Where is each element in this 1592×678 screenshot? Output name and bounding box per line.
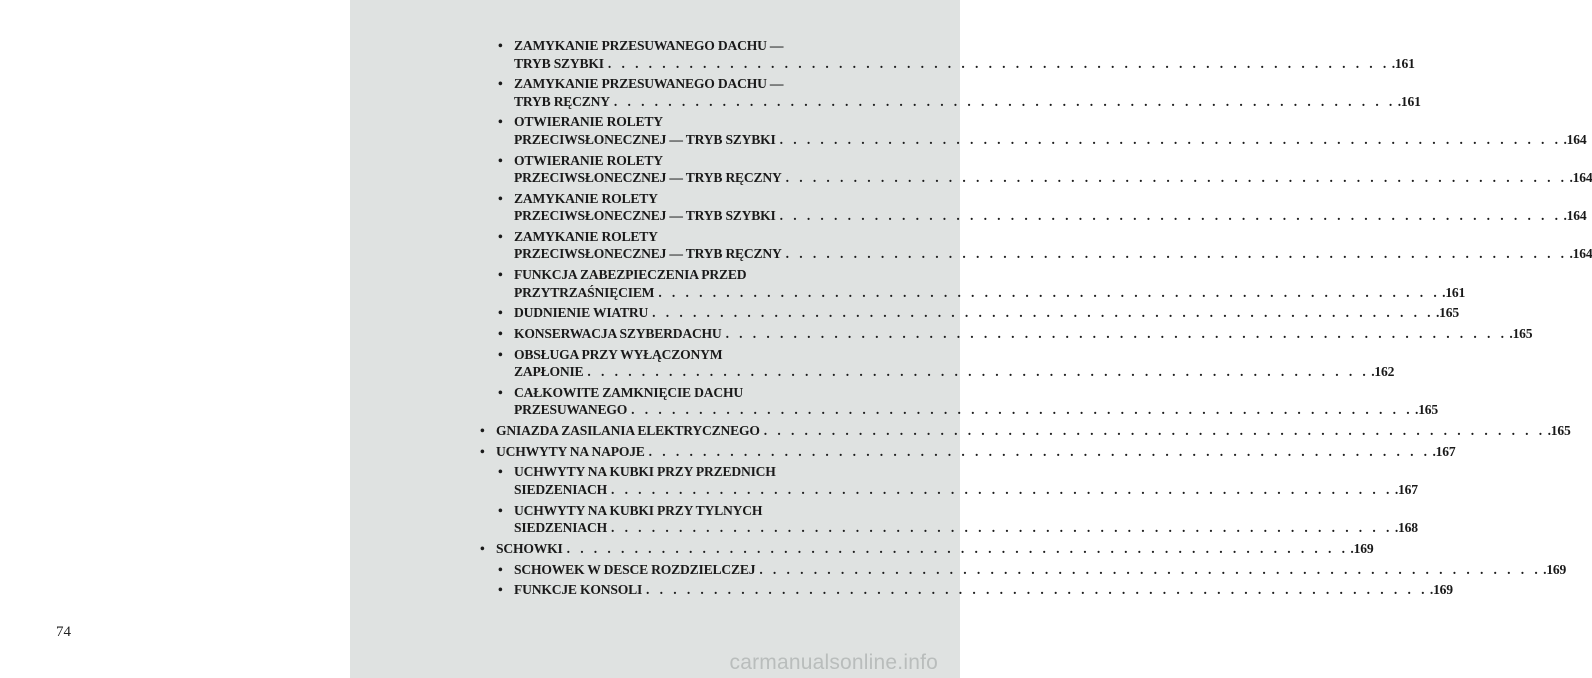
toc-page-number: .161 [1397, 93, 1421, 109]
table-of-contents [480, 37, 1592, 602]
toc-entry-text: UCHWYTY NA KUBKI PRZY TYLNYCH [514, 502, 763, 518]
toc-page-number: .165 [1435, 305, 1459, 321]
dot-leader: . . . . . . . . . . . . . . . . . . . . . . . . . . . . . . . . . . . . . . . . . . . . . . . . . . . . . . . . . . [610, 520, 1393, 536]
toc-entry-text: TRYB SZYBKI [514, 55, 604, 71]
toc-entry-text: FUNKCJA ZABEZPIECZENIA PRZED [514, 267, 747, 283]
toc-entry-text: ZAMYKANIE ROLETY [514, 190, 658, 206]
bullet-icon: • [480, 443, 485, 459]
toc-page-number: .169 [1429, 582, 1453, 598]
toc-entry [480, 443, 1456, 461]
dot-leader: . . . . . . . . . . . . . . . . . . . . . . . . . . . . . . . . . . . . . . . . . . . . . . . . . . . . . . . . . . [613, 93, 1396, 109]
right-page [350, 0, 1592, 678]
toc-page-number: .169 [1350, 540, 1374, 556]
toc-entry-text: GNIAZDA ZASILANIA ELEKTRYCZNEGO [496, 423, 760, 439]
toc-entry-text: CAŁKOWITE ZAMKNIĘCIE DACHU [514, 384, 743, 400]
dot-leader: . . . . . . . . . . . . . . . . . . . . . . . . . . . . . . . . . . . . . . . . . . . . . . . . . . . . . . . . . . [607, 55, 1390, 71]
bullet-icon: • [498, 76, 503, 92]
bullet-icon: • [498, 582, 503, 598]
toc-entry-text: SIEDZENIACH [514, 481, 607, 497]
dot-leader: . . . . . . . . . . . . . . . . . . . . . . . . . . . . . . . . . . . . . . . . . . . . . . . . . . . . . . . . . . [587, 364, 1370, 380]
dot-leader: . . . . . . . . . . . . . . . . . . . . . . . . . . . . . . . . . . . . . . . . . . . . . . . . . . . . . . . . . . [763, 423, 1546, 439]
bullet-icon: • [498, 464, 503, 480]
toc-entry-text: PRZECIWSŁONECZNEJ — TRYB SZYBKI [514, 208, 776, 224]
toc-page-number: .167 [1394, 481, 1418, 497]
toc-entry [480, 228, 1592, 263]
toc-entry-text: ZAPŁONIE [514, 364, 584, 380]
toc-entry-text: ZAMYKANIE ROLETY [514, 228, 658, 244]
toc-entry-text: OTWIERANIE ROLETY [514, 152, 663, 168]
bullet-icon: • [498, 267, 503, 283]
page-number: 74 [56, 624, 71, 640]
dot-leader: . . . . . . . . . . . . . . . . . . . . . . . . . . . . . . . . . . . . . . . . . . . . . . . . . . . . . . . . . . [779, 208, 1562, 224]
dot-leader: . . . . . . . . . . . . . . . . . . . . . . . . . . . . . . . . . . . . . . . . . . . . . . . . . . . . . . . . . . [779, 131, 1562, 147]
bullet-icon: • [480, 423, 485, 439]
toc-page-number: .161 [1391, 55, 1415, 71]
toc-entry-text: OTWIERANIE ROLETY [514, 114, 663, 130]
toc-entry-text: DUDNIENIE WIATRU [514, 305, 649, 321]
bullet-icon: • [498, 114, 503, 130]
toc-entry-text: ZAMYKANIE PRZESUWANEGO DACHU — [514, 76, 784, 92]
toc-page-number: .169 [1543, 561, 1567, 577]
toc-entry [480, 581, 1453, 599]
toc-entry-text: KONSERWACJA SZYBERDACHU [514, 326, 722, 341]
toc-page-number: .168 [1394, 520, 1418, 536]
bullet-icon: • [498, 326, 503, 341]
dot-leader: . . . . . . . . . . . . . . . . . . . . . . . . . . . . . . . . . . . . . . . . . . . . . . . . . . . . . . . . . . [759, 561, 1542, 577]
toc-entry [480, 502, 1418, 537]
toc-entry-text: PRZYTRZAŚNIĘCIEM [514, 284, 655, 300]
toc-entry [480, 37, 1415, 72]
bullet-icon: • [498, 190, 503, 206]
bullet-icon: • [498, 502, 503, 518]
toc-page-number: .161 [1442, 284, 1466, 300]
toc-page-number: .162 [1371, 364, 1395, 380]
toc-page-number: .164 [1569, 170, 1592, 186]
bullet-icon: • [498, 152, 503, 168]
toc-entry-text: SIEDZENIACH [514, 520, 607, 536]
toc-entry-text: TRYB RĘCZNY [514, 93, 610, 109]
bullet-icon: • [498, 384, 503, 400]
toc-page-number: .164 [1563, 208, 1587, 224]
toc-page-number: .164 [1569, 246, 1592, 262]
bullet-icon: • [498, 346, 503, 362]
toc-entry-text: PRZESUWANEGO [514, 402, 628, 418]
bullet-icon: • [498, 38, 503, 53]
toc-entry-text: UCHWYTY NA NAPOJE [496, 443, 645, 459]
dot-leader: . . . . . . . . . . . . . . . . . . . . . . . . . . . . . . . . . . . . . . . . . . . . . . . . . . . . . . . . . . [785, 170, 1568, 186]
bullet-icon: • [480, 540, 485, 556]
toc-entry [480, 540, 1374, 558]
bullet-icon: • [498, 228, 503, 244]
toc-entry-text: PRZECIWSŁONECZNEJ — TRYB SZYBKI [514, 131, 776, 147]
toc-page-number: .165 [1509, 326, 1533, 341]
toc-entry [480, 266, 1466, 301]
toc-entry [480, 422, 1571, 440]
dot-leader: . . . . . . . . . . . . . . . . . . . . . . . . . . . . . . . . . . . . . . . . . . . . . . . . . . . . . . . . . . [566, 540, 1349, 556]
toc-entry-text: SCHOWKI [496, 540, 563, 556]
toc-entry [480, 304, 1459, 322]
left-page [0, 0, 350, 678]
dot-leader: . . . . . . . . . . . . . . . . . . . . . . . . . . . . . . . . . . . . . . . . . . . . . . . . . . . . . . . . . . [646, 582, 1428, 598]
toc-entry [480, 75, 1421, 110]
toc-page-number: .165 [1547, 423, 1571, 439]
toc-entry-text: OBSŁUGA PRZY WYŁĄCZONYM [514, 346, 723, 362]
toc-entry-text: SCHOWEK W DESCE ROZDZIELCZEJ [514, 561, 756, 577]
toc-entry-text: PRZECIWSŁONECZNEJ — TRYB RĘCZNY [514, 246, 782, 262]
toc-entry [480, 384, 1438, 419]
toc-entry-text: FUNKCJE KONSOLI [514, 582, 643, 598]
dot-leader: . . . . . . . . . . . . . . . . . . . . . . . . . . . . . . . . . . . . . . . . . . . . . . . . . . . . . . . . . . [652, 305, 1434, 321]
bullet-icon: • [498, 561, 503, 577]
toc-entry-text: PRZECIWSŁONECZNEJ — TRYB RĘCZNY [514, 170, 782, 186]
dot-leader: . . . . . . . . . . . . . . . . . . . . . . . . . . . . . . . . . . . . . . . . . . . . . . . . . . . . . . . . . . [658, 284, 1441, 300]
dot-leader: . . . . . . . . . . . . . . . . . . . . . . . . . . . . . . . . . . . . . . . . . . . . . . . . . . . . . . . . . . [725, 326, 1508, 341]
toc-page-number: .165 [1415, 402, 1438, 418]
toc-page-number: .167 [1432, 443, 1456, 459]
dot-leader: . . . . . . . . . . . . . . . . . . . . . . . . . . . . . . . . . . . . . . . . . . . . . . . . . . . . . . . . . . [610, 481, 1393, 497]
toc-entry [480, 152, 1592, 187]
toc-entry [480, 113, 1587, 148]
bullet-icon: • [498, 305, 503, 321]
watermark: carmanualsonline.info [729, 651, 938, 674]
toc-entry [480, 561, 1567, 579]
dot-leader: . . . . . . . . . . . . . . . . . . . . . . . . . . . . . . . . . . . . . . . . . . . . . . . . . . . . . . . . . . [631, 402, 1413, 418]
toc-page-number: .164 [1563, 131, 1587, 147]
toc-entry-text: UCHWYTY NA KUBKI PRZY PRZEDNICH [514, 464, 776, 480]
toc-entry-text: ZAMYKANIE PRZESUWANEGO DACHU — [514, 38, 784, 53]
toc-entry [480, 463, 1418, 498]
toc-entry [480, 346, 1395, 381]
dot-leader: . . . . . . . . . . . . . . . . . . . . . . . . . . . . . . . . . . . . . . . . . . . . . . . . . . . . . . . . . . [785, 246, 1568, 262]
dot-leader: . . . . . . . . . . . . . . . . . . . . . . . . . . . . . . . . . . . . . . . . . . . . . . . . . . . . . . . . . . [648, 443, 1431, 459]
toc-entry [480, 325, 1533, 343]
toc-entry [480, 190, 1587, 225]
